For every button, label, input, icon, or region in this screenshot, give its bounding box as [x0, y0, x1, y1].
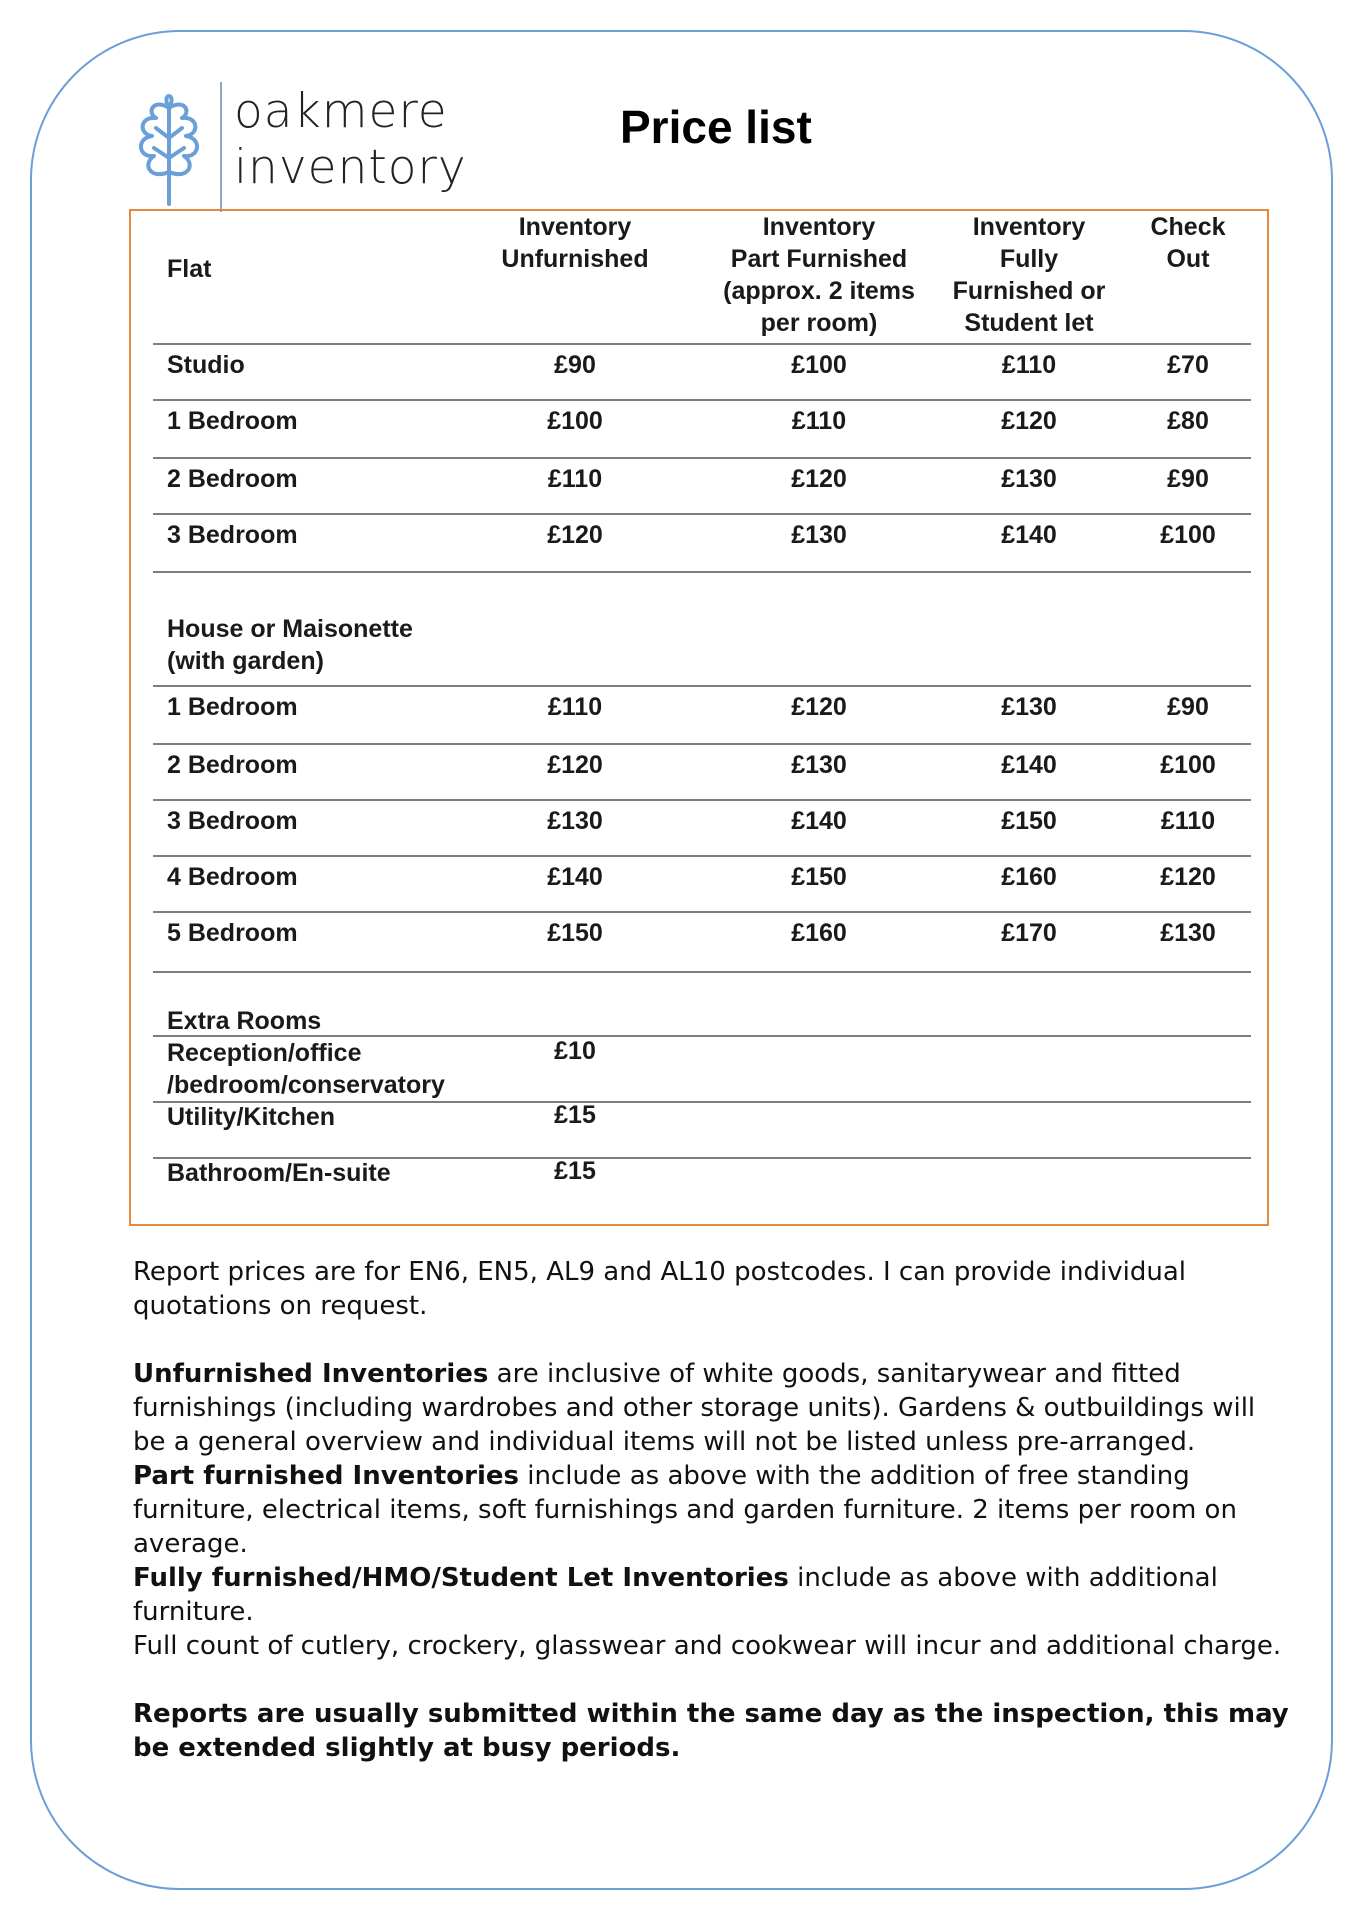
flat-row	[153, 343, 1251, 401]
extra-row	[153, 1037, 1251, 1103]
price-fully-furnished: £110	[1001, 351, 1057, 379]
fully-furnished-note	[133, 1561, 1293, 1629]
fully-furnished-heading: Fully furnished/HMO/Student Let Inventories	[133, 1563, 789, 1593]
unfurnished-note	[133, 1357, 1293, 1459]
price-part-furnished: £110	[791, 407, 847, 435]
row-label-line: Reception/office	[167, 1039, 362, 1067]
price-unfurnished: £15	[554, 1157, 596, 1185]
price-check-out: £100	[1160, 751, 1216, 779]
price-fully-furnished: £150	[1001, 807, 1057, 835]
cutlery-note: Full count of cutlery, crockery, glasswear and cookwear will incur and additional charge.	[133, 1631, 1282, 1661]
header-fully-furnished-line: Furnished or	[952, 277, 1106, 305]
price-part-furnished: £120	[791, 693, 847, 721]
price-table	[129, 209, 1269, 1226]
extra-section-row	[153, 971, 1251, 1037]
price-unfurnished: £110	[547, 693, 603, 721]
price-unfurnished: £100	[547, 407, 603, 435]
part-furnished-text: include as above with the addition of free standing furniture, electrical items, soft furnishings and garden furniture. 2 items per room on average.	[133, 1461, 1237, 1559]
price-fully-furnished: £130	[1001, 465, 1057, 493]
header-part-furnished-line: Part Furnished	[730, 245, 908, 273]
price-unfurnished: £120	[547, 521, 603, 549]
house-row	[153, 911, 1251, 973]
price-check-out: £130	[1160, 919, 1216, 947]
house-row	[153, 743, 1251, 801]
price-unfurnished: £90	[554, 351, 596, 379]
price-check-out: £90	[1167, 693, 1209, 721]
extra-rule	[153, 1035, 1251, 1037]
header-check-out-line: Out	[1166, 245, 1210, 273]
header-part-furnished	[723, 211, 915, 339]
extra-section-label: Extra Rooms	[167, 1007, 322, 1035]
row-label: 1 Bedroom	[167, 407, 298, 435]
row-label: 2 Bedroom	[167, 465, 298, 493]
price-part-furnished: £120	[791, 465, 847, 493]
row-label: Studio	[167, 351, 245, 379]
price-unfurnished: £130	[547, 807, 603, 835]
flat-row	[153, 399, 1251, 459]
notes	[133, 1255, 1293, 1765]
price-unfurnished: £140	[547, 863, 603, 891]
house-section-row	[153, 571, 1251, 687]
price-fully-furnished: £170	[1001, 919, 1057, 947]
price-check-out: £80	[1167, 407, 1209, 435]
header-part-furnished-line: per room)	[760, 309, 878, 337]
oak-leaf-icon	[128, 88, 210, 206]
house-section-line: (with garden)	[167, 647, 324, 675]
fully-furnished-text: include as above with additional furniture.	[133, 1563, 1218, 1627]
extra-row	[153, 1101, 1251, 1159]
row-label: 3 Bedroom	[167, 521, 298, 549]
header-fully-furnished-line: Fully	[999, 245, 1059, 273]
row-label: 2 Bedroom	[167, 751, 298, 779]
price-part-furnished: £140	[791, 807, 847, 835]
price-fully-furnished: £130	[1001, 693, 1057, 721]
house-row	[153, 685, 1251, 745]
logo-line-1: oakmere	[234, 84, 448, 139]
header-part-furnished-line: (approx. 2 items	[723, 277, 915, 305]
page-title: Price list	[620, 101, 812, 153]
header-flat: Flat	[167, 255, 212, 283]
row-label	[167, 1037, 445, 1101]
part-furnished-heading: Part furnished Inventories	[133, 1461, 519, 1491]
price-fully-furnished: £120	[1001, 407, 1057, 435]
logo-divider	[220, 82, 222, 212]
row-label-line: Utility/Kitchen	[167, 1103, 336, 1131]
price-unfurnished: £120	[547, 751, 603, 779]
price-part-furnished: £150	[791, 863, 847, 891]
postcode-note: Report prices are for EN6, EN5, AL9 and AL10 postcodes. I can provide individual quotations on request.	[133, 1257, 1186, 1321]
row-label-line: Bathroom/En-suite	[167, 1159, 391, 1187]
price-part-furnished: £130	[791, 521, 847, 549]
header-fully-furnished-line: Student let	[964, 309, 1094, 337]
price-fully-furnished: £140	[1001, 521, 1057, 549]
price-check-out: £120	[1160, 863, 1216, 891]
header-fully-furnished	[953, 211, 1106, 339]
row-label: 4 Bedroom	[167, 863, 298, 891]
price-check-out: £70	[1167, 351, 1209, 379]
row-label: 3 Bedroom	[167, 807, 298, 835]
price-unfurnished: £10	[554, 1037, 596, 1065]
price-fully-furnished: £160	[1001, 863, 1057, 891]
row-label	[167, 1101, 335, 1133]
unfurnished-heading: Unfurnished Inventories	[133, 1359, 489, 1389]
house-section-label	[167, 613, 413, 677]
price-unfurnished: £15	[554, 1101, 596, 1129]
row-label	[167, 1157, 391, 1189]
part-furnished-note	[133, 1459, 1293, 1561]
logo-line-2: inventory	[234, 140, 467, 195]
price-unfurnished: £110	[547, 465, 603, 493]
table-header-row	[153, 211, 1251, 345]
price-part-furnished: £100	[791, 351, 847, 379]
submission-note: Reports are usually submitted within the same day as the inspection, this may be extended slightly at busy periods.	[133, 1699, 1289, 1763]
flat-row	[153, 457, 1251, 515]
header-part-furnished-line: Inventory	[762, 213, 876, 241]
header-unfurnished-line: Unfurnished	[501, 245, 649, 273]
price-part-furnished: £130	[791, 751, 847, 779]
unfurnished-text: are inclusive of white goods, sanitarywear and fitted furnishings (including wardrobes and other storage units). Gardens & outbuildings will be a general overview and individual items will not be listed unless pre-arranged.	[133, 1359, 1256, 1457]
price-fully-furnished: £140	[1001, 751, 1057, 779]
logo	[128, 82, 488, 212]
logo-text	[234, 84, 467, 196]
price-check-out: £110	[1160, 807, 1216, 835]
row-label-line: /bedroom/conservatory	[167, 1071, 445, 1099]
header-unfurnished	[501, 211, 648, 275]
header-check-out-line: Check	[1150, 213, 1226, 241]
extra-row	[153, 1157, 1251, 1213]
row-label: 1 Bedroom	[167, 693, 298, 721]
price-unfurnished: £150	[547, 919, 603, 947]
price-part-furnished: £160	[791, 919, 847, 947]
house-section-line: House or Maisonette	[167, 615, 413, 643]
header-unfurnished-line: Inventory	[518, 213, 632, 241]
row-label: 5 Bedroom	[167, 919, 298, 947]
house-row	[153, 855, 1251, 913]
header-check-out	[1150, 211, 1225, 275]
price-check-out: £100	[1160, 521, 1216, 549]
price-check-out: £90	[1167, 465, 1209, 493]
house-row	[153, 799, 1251, 857]
header-fully-furnished-line: Inventory	[972, 213, 1086, 241]
flat-row	[153, 513, 1251, 573]
